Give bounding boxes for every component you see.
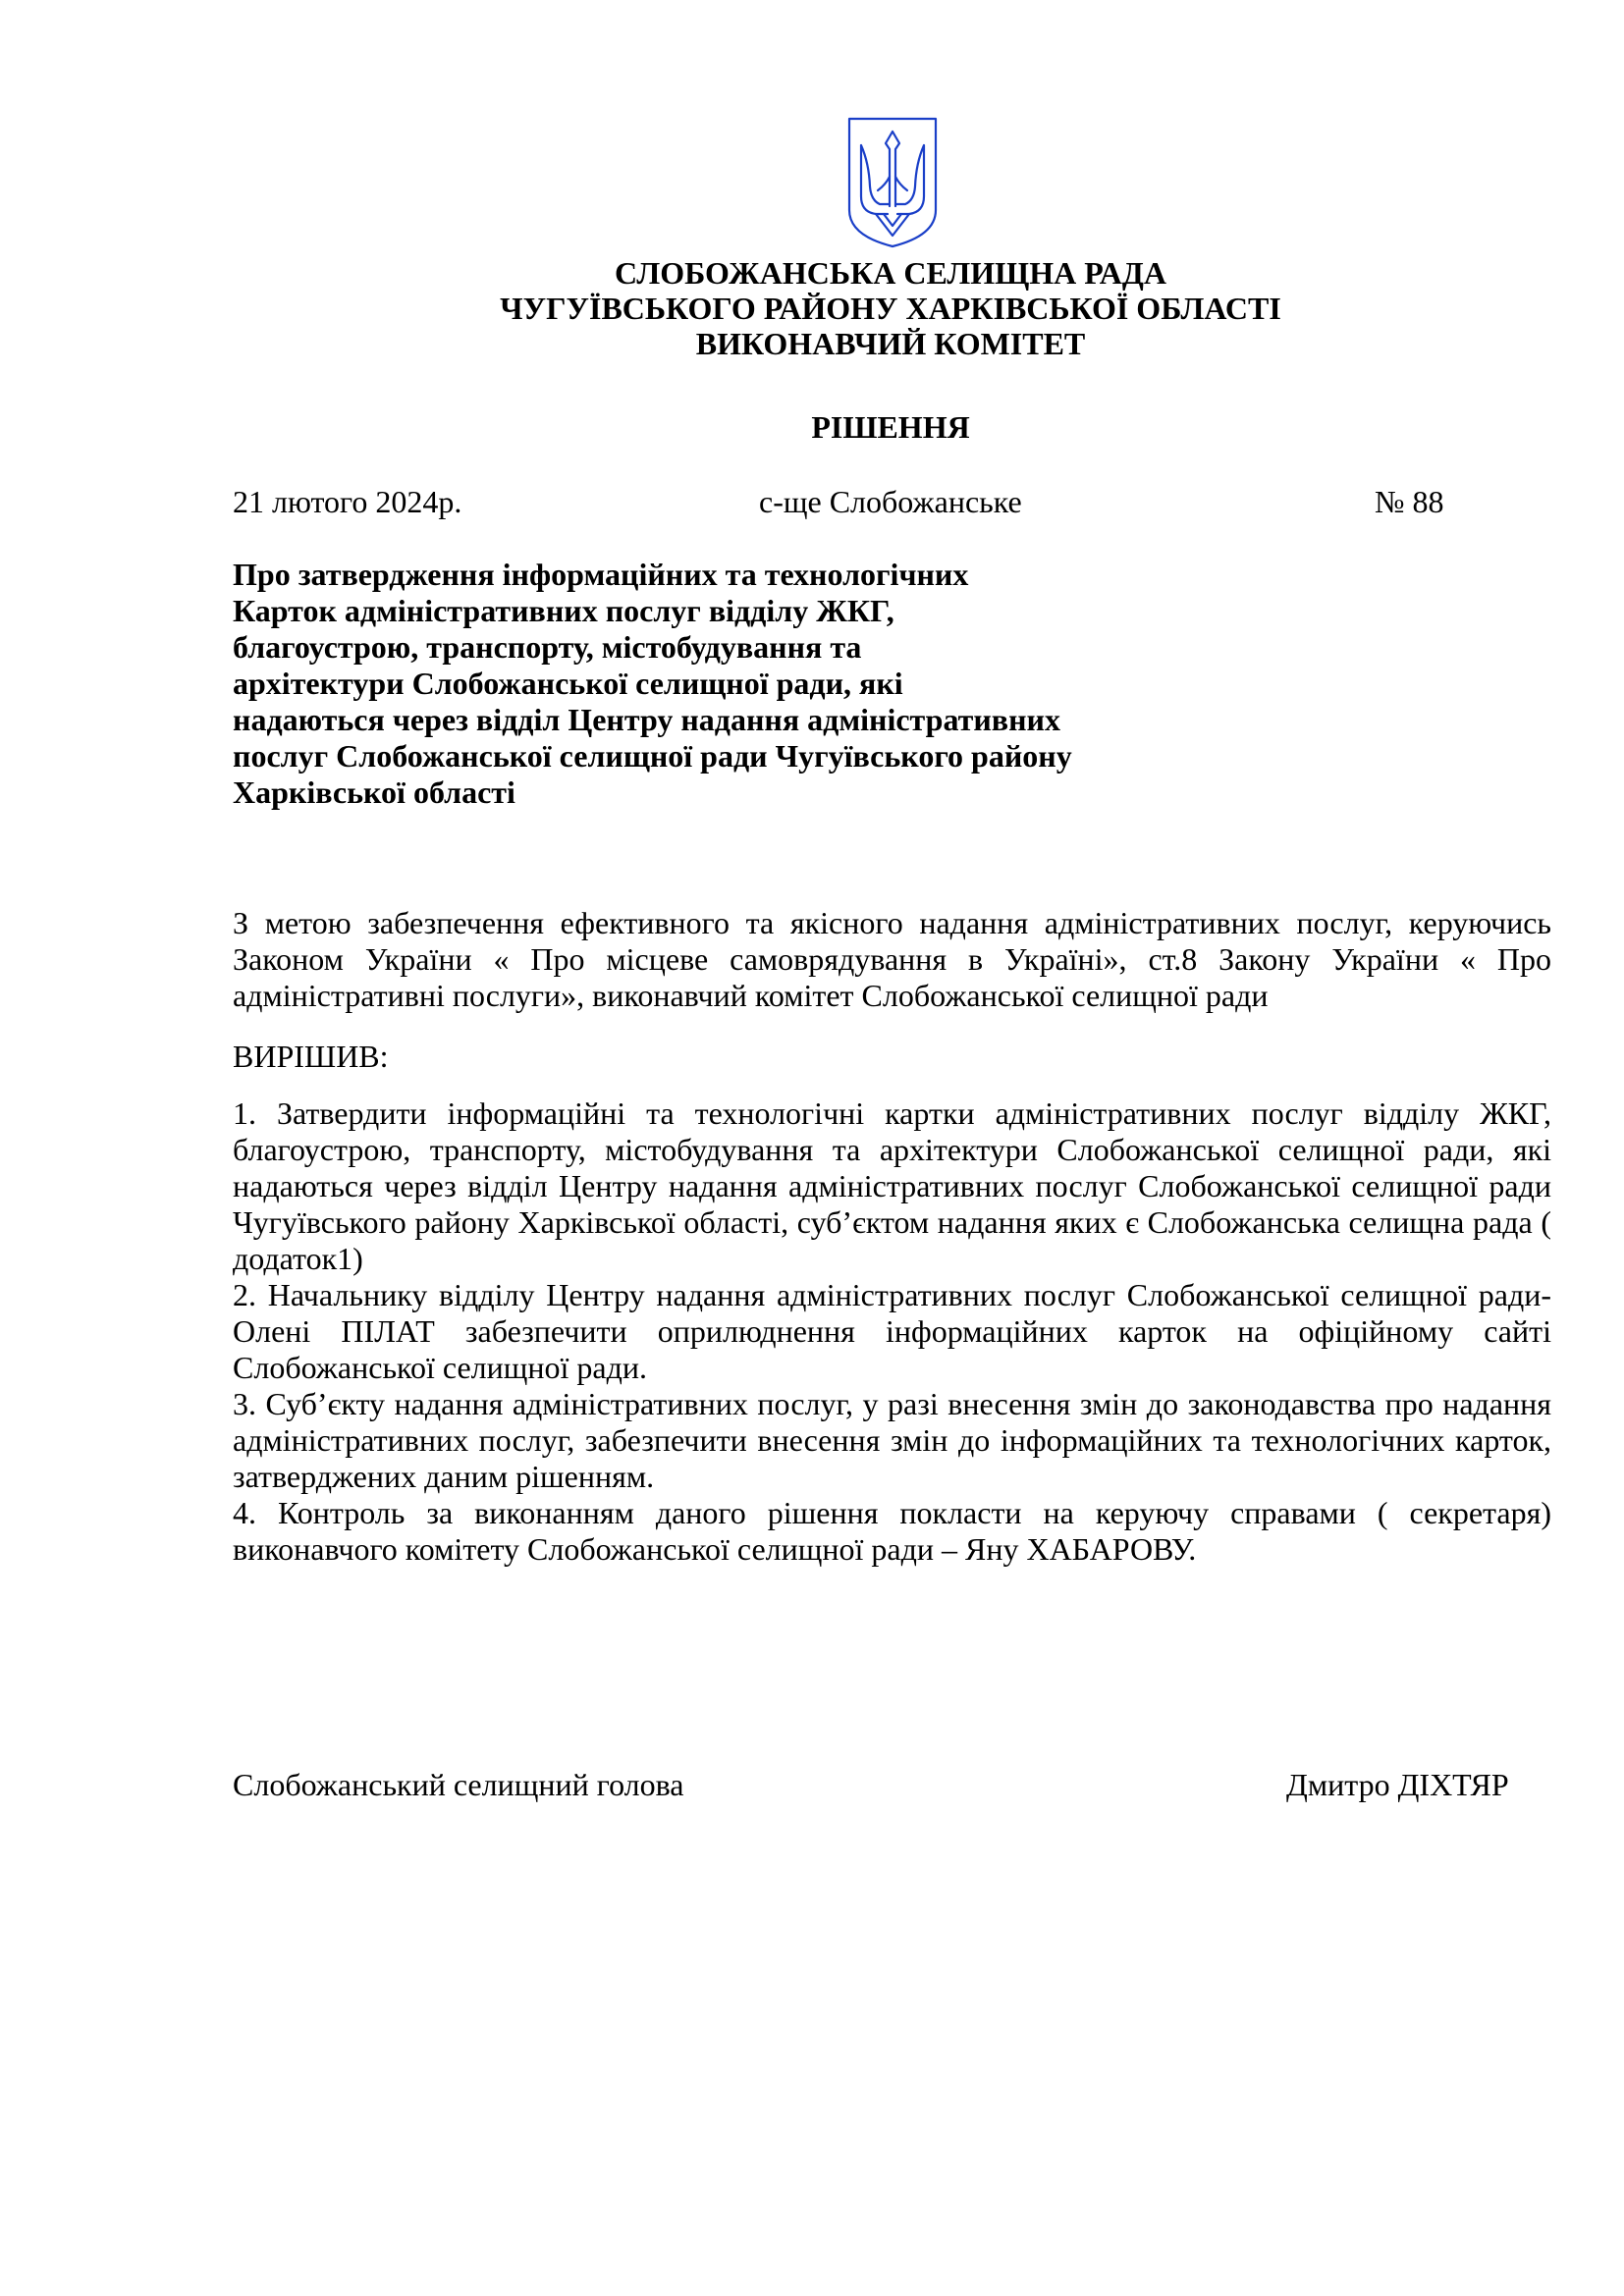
document-place: с-ще Слобожанське (759, 484, 1022, 519)
subject-line: послуг Слобожанської селищної ради Чугуївського району (233, 738, 1072, 774)
signatory-position: Слобожанський селищний голова (233, 1767, 684, 1802)
document-title: РІШЕННЯ (811, 409, 970, 445)
subject-line: благоустрою, транспорту, містобудування та (233, 629, 862, 665)
subject-line: Про затвердження інформаційних та технологічних (233, 557, 969, 592)
organization-district: ЧУГУЇВСЬКОГО РАЙОНУ ХАРКІВСЬКОЇ ОБЛАСТІ (500, 291, 1281, 326)
subject-line: надаються через відділ Центру надання адміністративних (233, 702, 1060, 737)
decision-item: 4. Контроль за виконанням даного рішення покласти на керуючу справами ( секретаря) виконавчого комітету Слобожанської селищної ради – Яну ХАБАРОВУ. (233, 1495, 1551, 1567)
decision-items (233, 1095, 1551, 1568)
tryzub-coat-of-arms-icon (846, 116, 939, 249)
decision-item: 2. Начальнику відділу Центру надання адміністративних послуг Слобожанської селищної ради- Олені ПІЛАТ забезпечити оприлюднення інформаційних карток на офіційному сайті Слобожанської селищної ради. (233, 1277, 1551, 1385)
decision-item: 3. Суб’єкту надання адміністративних послуг, у разі внесення змін до законодавства про надання адміністративних послуг, забезпечити внесення змін до інформаційних та технологічних карток, затверджених даним рішенням. (233, 1386, 1551, 1494)
document-number: № 88 (1375, 484, 1444, 519)
document-subject (233, 557, 1215, 811)
subject-line: Карток адміністративних послуг відділу ЖКГ, (233, 593, 894, 628)
organization-committee: ВИКОНАВЧИЙ КОМІТЕТ (695, 326, 1086, 361)
subject-line: архітектури Слобожанської селищної ради, які (233, 666, 903, 701)
decided-heading: ВИРІШИВ: (233, 1039, 389, 1074)
subject-line: Харківської області (233, 774, 515, 810)
document-date: 21 лютого 2024р. (233, 484, 462, 519)
signatory-name: Дмитро ДІХТЯР (1286, 1767, 1509, 1802)
decision-item: 1. Затвердити інформаційні та технологічні картки адміністративних послуг відділу ЖКГ, благоустрою, транспорту, містобудування та архітектури Слобожанської селищної ради, які надаються через відділ Центру надання адміністративних послуг Слобожанської селищної ради Чугуївського району Харківської області, суб’єктом надання яких є Слобожанська селищна рада ( додаток1) (233, 1095, 1551, 1276)
organization-name: СЛОБОЖАНСЬКА СЕЛИЩНА РАДА (615, 255, 1166, 291)
intro-paragraph: З метою забезпечення ефективного та якісного надання адміністративних послуг, керуючись Законом України « Про місцеве самоврядування в Україні», ст.8 Закону України « Про адміністративні послуги», виконавчий комітет Слобожанської селищної ради (233, 905, 1551, 1013)
